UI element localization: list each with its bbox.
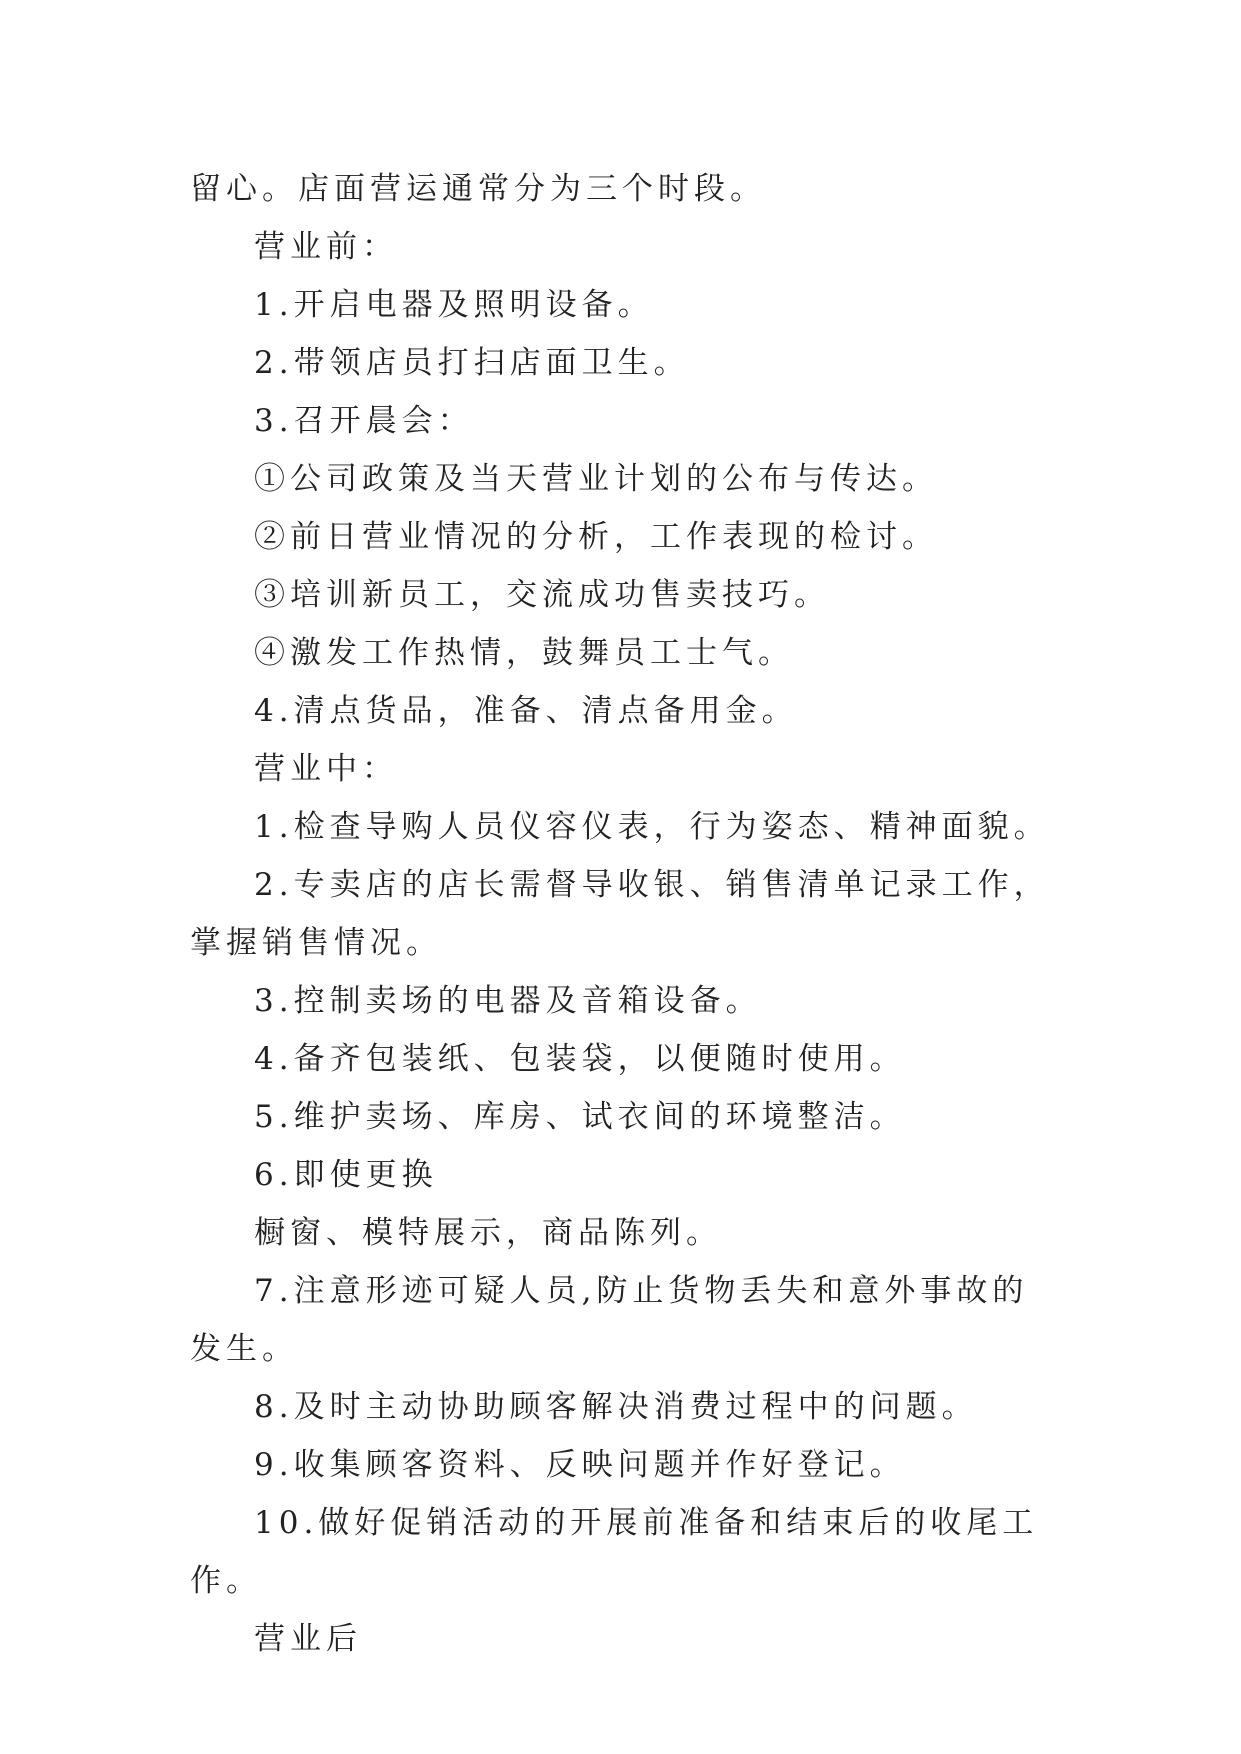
sub-list-item: ①公司政策及当天营业计划的公布与传达。 — [254, 461, 938, 497]
section-heading-after-business: 营业后 — [254, 1621, 362, 1657]
paragraph: 留心。店面营运通常分为三个时段。 — [190, 171, 766, 207]
list-item: 3.控制卖场的电器及音箱设备。 — [254, 983, 762, 1019]
list-item: 7.注意形迹可疑人员,防止货物丢失和意外事故的发生。 — [190, 1273, 1029, 1367]
list-item: 1.开启电器及照明设备。 — [254, 287, 654, 323]
list-item-continuation: 橱窗、模特展示，商品陈列。 — [254, 1215, 722, 1251]
list-item: 5.维护卖场、库房、试衣间的环境整洁。 — [254, 1099, 906, 1135]
document-body — [190, 160, 1060, 1668]
list-item: 2.专卖店的店长需督导收银、销售清单记录工作，掌握销售情况。 — [190, 867, 1050, 961]
sub-list-item: ③培训新员工，交流成功售卖技巧。 — [254, 577, 830, 613]
list-item: 10.做好促销活动的开展前准备和结束后的收尾工作。 — [190, 1505, 1039, 1599]
section-heading-before-business: 营业前： — [254, 229, 398, 265]
list-item: 6.即使更换 — [254, 1157, 438, 1193]
sub-list-item: ④激发工作热情，鼓舞员工士气。 — [254, 635, 794, 671]
list-item: 1.检查导购人员仪容仪表，行为姿态、精神面貌。 — [254, 809, 1050, 845]
list-item: 3.召开晨会： — [254, 403, 474, 439]
list-item: 9.收集顾客资料、反映问题并作好登记。 — [254, 1447, 906, 1483]
list-item: 2.带领店员打扫店面卫生。 — [254, 345, 690, 381]
sub-list-item: ②前日营业情况的分析，工作表现的检讨。 — [254, 519, 938, 555]
list-item: 8.及时主动协助顾客解决消费过程中的问题。 — [254, 1389, 978, 1425]
section-heading-during-business: 营业中： — [254, 751, 398, 787]
list-item: 4.备齐包装纸、包装袋，以便随时使用。 — [254, 1041, 906, 1077]
list-item: 4.清点货品，准备、清点备用金。 — [254, 693, 798, 729]
